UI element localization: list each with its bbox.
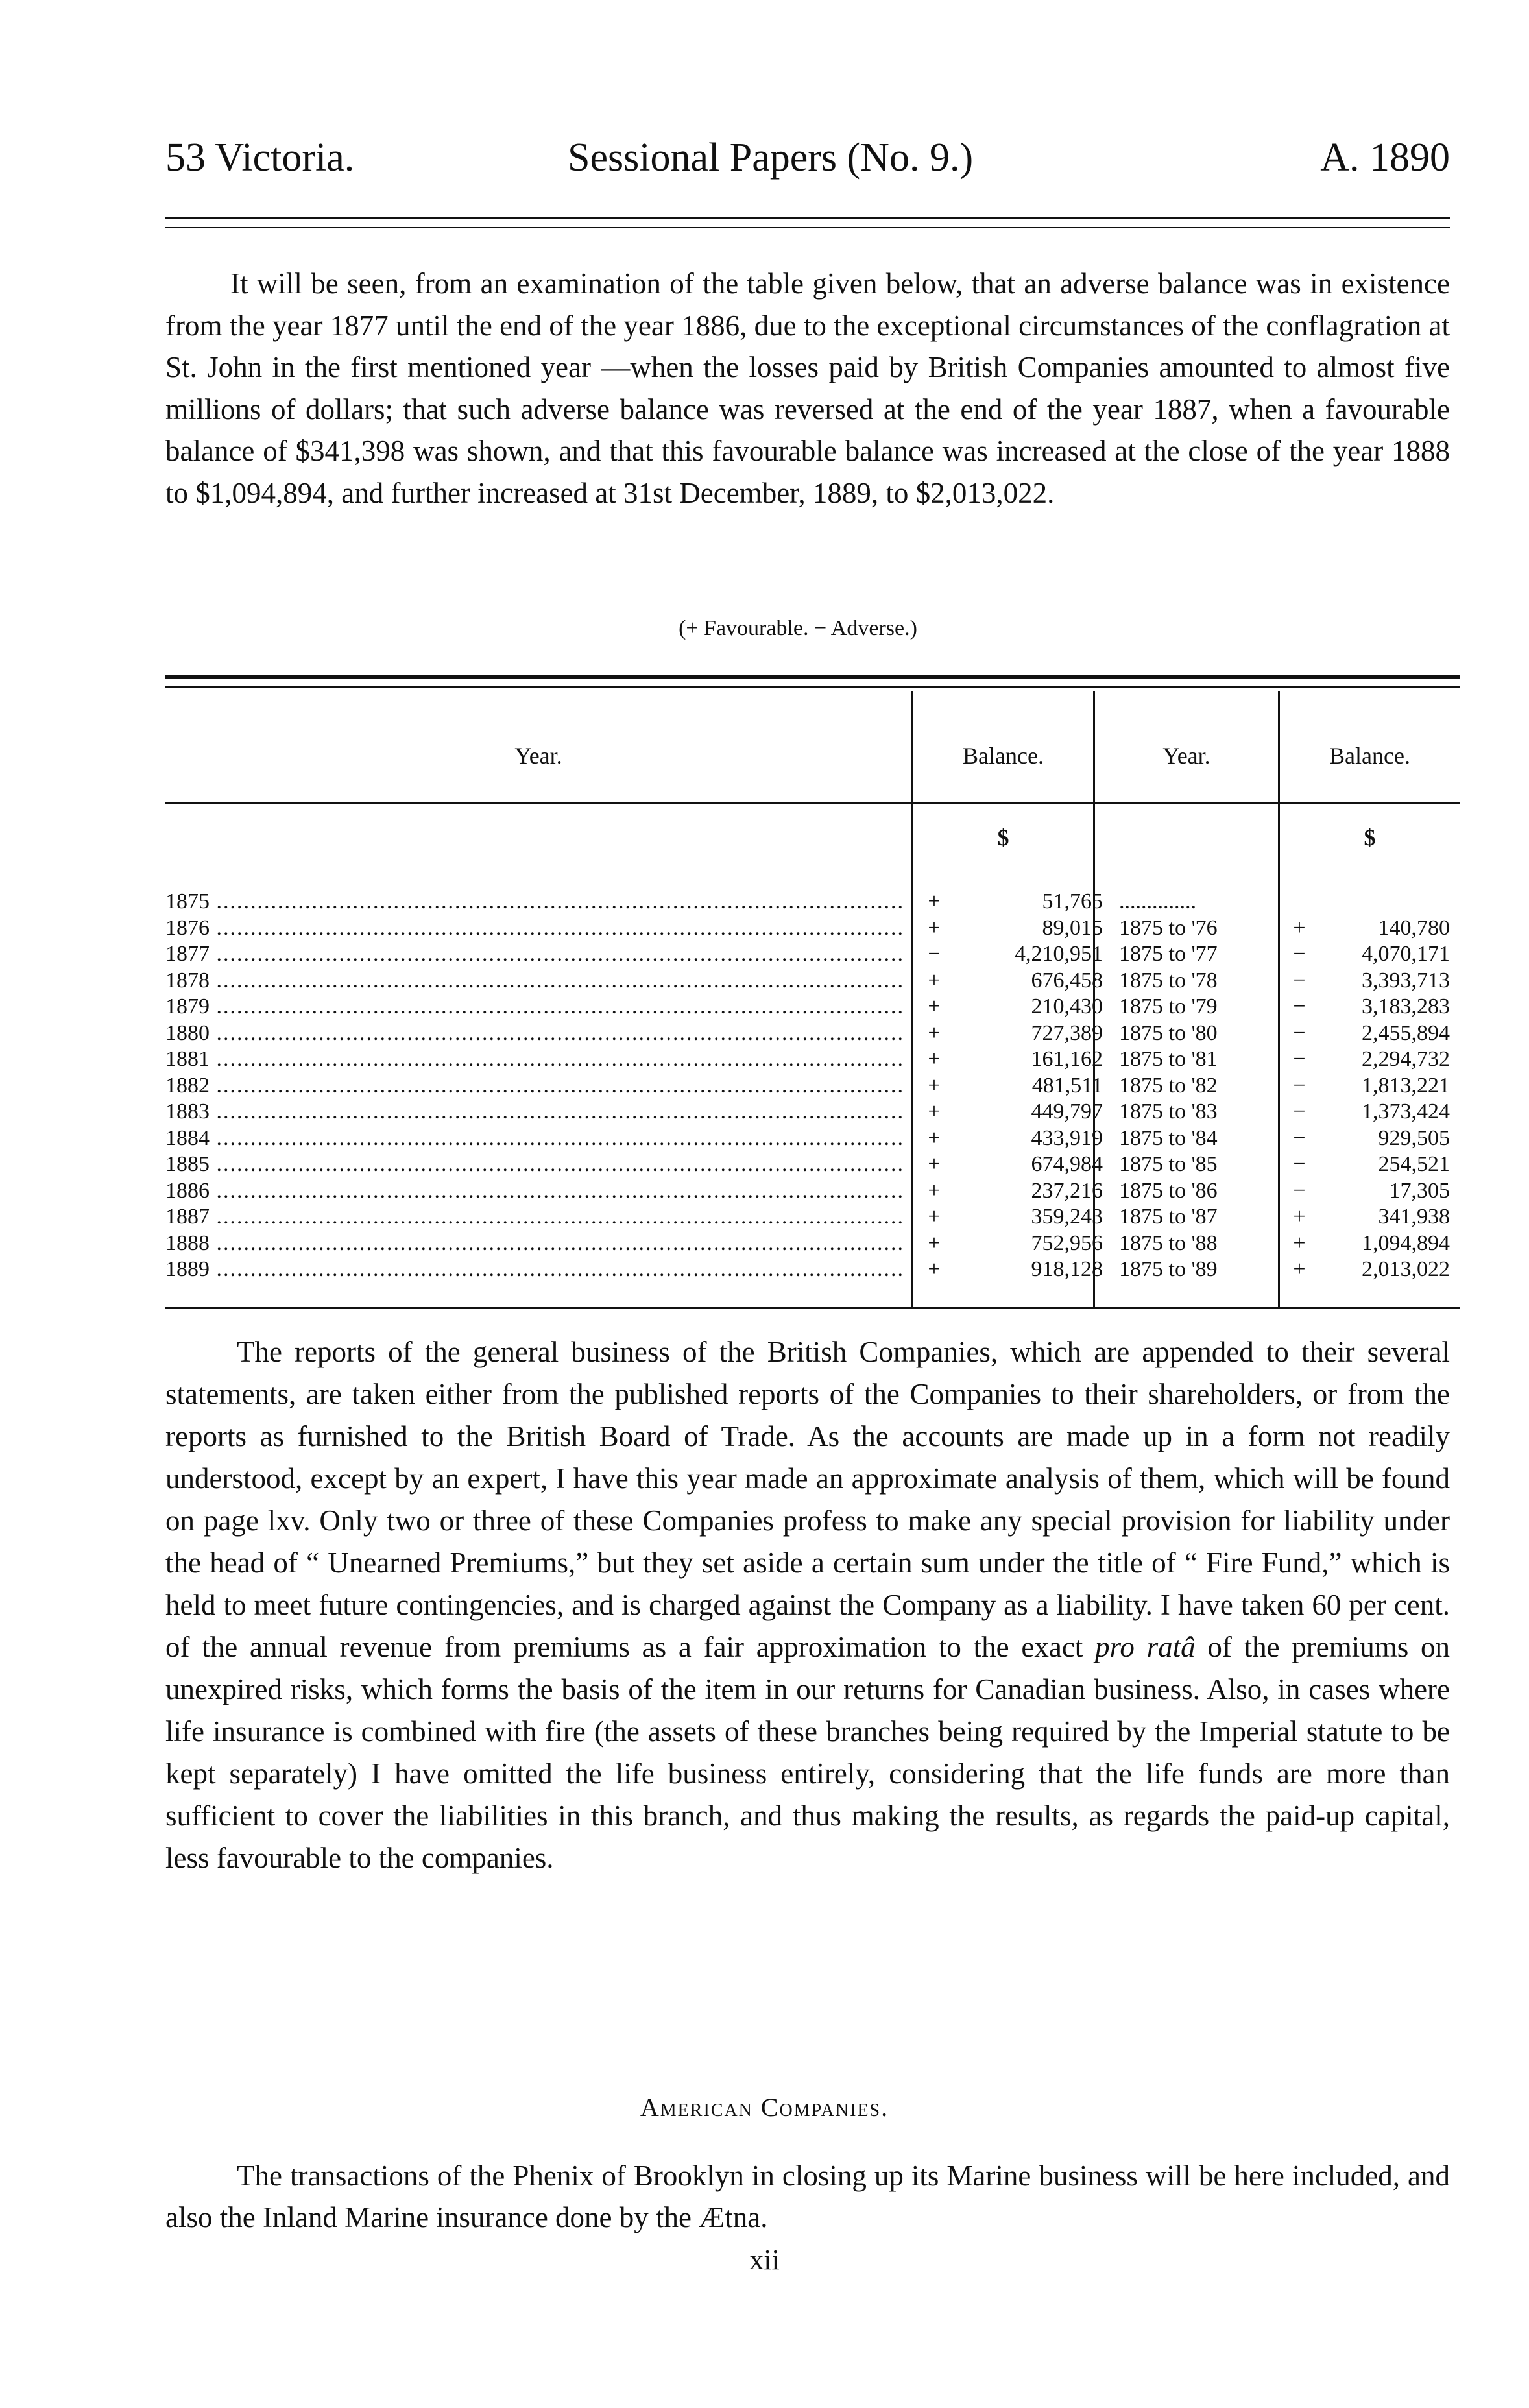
balance-sign: −: [928, 942, 941, 966]
header-year: Year.: [514, 743, 562, 769]
table-row: [165, 1178, 1460, 1204]
year-cell: 1882 .....: [165, 1073, 902, 1099]
year-range-cell: 1875 to '85: [1119, 1152, 1218, 1176]
cumulative-sign: +: [1293, 1257, 1306, 1281]
header-rule-bottom: [165, 227, 1450, 228]
table-row: [165, 1231, 1460, 1257]
cumulative-value: 1,094,894: [1362, 1231, 1450, 1255]
table-row: [165, 1204, 1460, 1230]
table-row: [165, 968, 1460, 994]
cumulative-sign: −: [1293, 1020, 1306, 1045]
year-cell: 1881 .....: [165, 1046, 902, 1072]
table-legend: (+ Favourable. − Adverse.): [679, 616, 917, 640]
balance-value: 4,210,951: [1015, 942, 1103, 966]
cumulative-value: 341,938: [1378, 1205, 1450, 1229]
balance-value: 676,458: [1031, 968, 1103, 993]
balance-sign: +: [928, 1020, 941, 1045]
balance-value: 433,919: [1031, 1126, 1103, 1150]
cumulative-sign: −: [1293, 1178, 1306, 1203]
balance-value: 210,430: [1031, 994, 1103, 1018]
body-text-after: of the premiums on unexpired risks, which forms the basis of the item in our returns for Canadian business. Also, in cases where life insurance is combined with fire (the assets of these branches being required by the Imperial statute to be kept separately) I have omitted the life business entirely, considering that the life funds are more than sufficient to cover the liabilities in this branch, and thus making the results, as regards the paid-up capital, less favourable to the companies.: [165, 1631, 1450, 1874]
year-cell: 1878 .....: [165, 968, 902, 994]
cumulative-value: 3,393,713: [1362, 968, 1450, 993]
balance-sign: +: [928, 1205, 941, 1229]
cumulative-sign: −: [1293, 1152, 1306, 1176]
year-range-cell: 1875 to '83: [1119, 1100, 1218, 1124]
balance-value: 752,956: [1031, 1231, 1103, 1255]
cumulative-value: 1,373,424: [1362, 1100, 1450, 1124]
cumulative-value: 3,183,283: [1362, 994, 1450, 1018]
cumulative-value: 254,521: [1378, 1152, 1450, 1176]
table-row: [165, 1151, 1460, 1177]
year-range-cell: 1875 to '84: [1119, 1126, 1218, 1150]
balance-sign: +: [928, 994, 941, 1018]
table-bottom-rule: [165, 1307, 1460, 1309]
header-balance: Balance.: [963, 743, 1044, 769]
balance-sign: +: [928, 1100, 941, 1124]
year-range-cell: 1875 to '76: [1119, 915, 1218, 940]
cumulative-value: 2,455,894: [1362, 1020, 1450, 1045]
table-row: [165, 1020, 1460, 1046]
year-range-cell: 1875 to '79: [1119, 994, 1218, 1018]
balance-sign: +: [928, 1073, 941, 1098]
year-range-cell: 1875 to '89: [1119, 1257, 1218, 1281]
table-row: [165, 1257, 1460, 1282]
table-row: [165, 915, 1460, 941]
year-cell: 1887 .....: [165, 1204, 902, 1230]
cumulative-sign: +: [1293, 915, 1306, 940]
cumulative-sign: −: [1293, 1126, 1306, 1150]
balance-sign: +: [928, 1231, 941, 1255]
balance-table: [165, 675, 1460, 1310]
balance-value: 449,797: [1031, 1100, 1103, 1124]
balance-value: 674,984: [1031, 1152, 1103, 1176]
header-year: A. 1890: [1320, 136, 1450, 180]
cumulative-value: 2,013,022: [1362, 1257, 1450, 1281]
year-cell: 1876 .....: [165, 915, 902, 941]
section-title: American Companies.: [640, 2093, 889, 2122]
section-paragraph: The transactions of the Phenix of Brooklyn in closing up its Marine business will be here included, and also the Inland Marine insurance done by the Ætna.: [165, 2160, 1450, 2233]
year-cell: 1877 .....: [165, 941, 902, 967]
year-cell: 1875 .....: [165, 889, 902, 915]
balance-sign: +: [928, 1047, 941, 1071]
year-cell: 1888 .....: [165, 1231, 902, 1257]
balance-sign: +: [928, 889, 941, 913]
cumulative-sign: −: [1293, 1073, 1306, 1098]
page-number: xii: [749, 2244, 780, 2276]
year-cell: 1884 .....: [165, 1126, 902, 1151]
cumulative-sign: +: [1293, 1205, 1306, 1229]
table-row: [165, 1099, 1460, 1125]
cumulative-value: 17,305: [1389, 1178, 1450, 1203]
table-row: [165, 1046, 1460, 1072]
header-cumulative-balance: Balance.: [1329, 743, 1410, 769]
cumulative-value: 4,070,171: [1362, 942, 1450, 966]
table-row: [165, 1126, 1460, 1151]
cumulative-value: 929,505: [1378, 1126, 1450, 1150]
header-volume: 53 Victoria.: [165, 136, 355, 180]
cumulative-value: 140,780: [1378, 915, 1450, 940]
year-cell: 1883 .....: [165, 1099, 902, 1125]
year-cell: 1879 .....: [165, 994, 902, 1020]
balance-value: 727,389: [1031, 1020, 1103, 1045]
balance-value: 51,765: [1042, 889, 1103, 913]
balance-sign: +: [928, 1126, 941, 1150]
body-text-before: The reports of the general business of the British Companies, which are appended to their several statements, are taken either from the published reports of the Companies to their shareholders, or from the reports as furnished to the British Board of Trade. As the accounts are made up in a form not readily understood, except by an expert, I have this year made an approximate analysis of them, which will be found on page lxv. Only two or three of these Companies profess to make any special provision for liability under the head of “ Unearned Premiums,” but they set aside a certain sum under the title of “ Fire Fund,” which is held to meet future contingencies, and is charged against the Company as a liability. I have taken 60 per cent. of the annual revenue from premiums as a fair approximation to the exact: [165, 1336, 1450, 1663]
year-cell: 1880 .....: [165, 1020, 902, 1046]
unit-cumulative: $: [1364, 825, 1376, 850]
cumulative-value: 1,813,221: [1362, 1073, 1450, 1098]
year-range-cell: 1875 to '86: [1119, 1178, 1218, 1203]
header-title: Sessional Papers (No. 9.): [568, 136, 974, 180]
balance-value: 359,243: [1031, 1205, 1103, 1229]
cumulative-sign: −: [1293, 994, 1306, 1018]
cumulative-sign: −: [1293, 1100, 1306, 1124]
table-header-rule: [165, 802, 1460, 804]
table-row: [165, 889, 1460, 915]
year-range-cell: 1875 to '87: [1119, 1205, 1218, 1229]
balance-sign: +: [928, 1178, 941, 1203]
year-cell: 1885 .....: [165, 1151, 902, 1177]
header-year-range: Year.: [1162, 743, 1210, 769]
year-cell: 1886 .....: [165, 1178, 902, 1204]
balance-sign: +: [928, 968, 941, 993]
cumulative-sign: −: [1293, 1047, 1306, 1071]
balance-value: 918,128: [1031, 1257, 1103, 1281]
balance-value: 89,015: [1042, 915, 1103, 940]
cumulative-sign: −: [1293, 968, 1306, 993]
year-range-cell: 1875 to '81: [1119, 1047, 1218, 1071]
cumulative-value: 2,294,732: [1362, 1047, 1450, 1071]
table-row: [165, 1073, 1460, 1099]
balance-sign: +: [928, 915, 941, 940]
header-rule-top: [165, 217, 1450, 219]
body-paragraph: [165, 1331, 1450, 1879]
table-row: [165, 941, 1460, 967]
balance-sign: +: [928, 1257, 941, 1281]
running-header: [165, 128, 1450, 187]
body-text-italic: pro ratâ: [1095, 1631, 1196, 1663]
balance-sign: +: [928, 1152, 941, 1176]
balance-value: 161,162: [1031, 1047, 1103, 1071]
year-range-cell: 1875 to '88: [1119, 1231, 1218, 1255]
balance-value: 481,511: [1031, 1073, 1103, 1098]
table-rule-thin: [165, 686, 1460, 688]
cumulative-sign: +: [1293, 1231, 1306, 1255]
table-row: [165, 994, 1460, 1020]
year-range-cell: 1875 to '82: [1119, 1073, 1218, 1098]
intro-paragraph: It will be seen, from an examination of the table given below, that an adverse balance was in existence from the year 1877 until the end of the year 1886, due to the exceptional circumstances of the conflagration at St. John in the first mentioned year —when the losses paid by British Companies amounted to almost five millions of dollars; that such adverse balance was reversed at the end of the year 1887, when a favourable balance of $341,398 was shown, and that this favourable balance was increased at the close of the year 1888 to $1,094,894, and further increased at 31st December, 1889, to $2,013,022.: [165, 267, 1450, 509]
balance-value: 237,216: [1031, 1178, 1103, 1203]
unit-balance: $: [997, 825, 1009, 850]
year-cell: 1889 .....: [165, 1257, 902, 1282]
table-rule-thick: [165, 675, 1460, 679]
year-range-cell: 1875 to '78: [1119, 968, 1218, 993]
cumulative-sign: −: [1293, 942, 1306, 966]
year-range-cell: ..............: [1119, 889, 1196, 913]
year-range-cell: 1875 to '77: [1119, 942, 1218, 966]
year-range-cell: 1875 to '80: [1119, 1020, 1218, 1045]
